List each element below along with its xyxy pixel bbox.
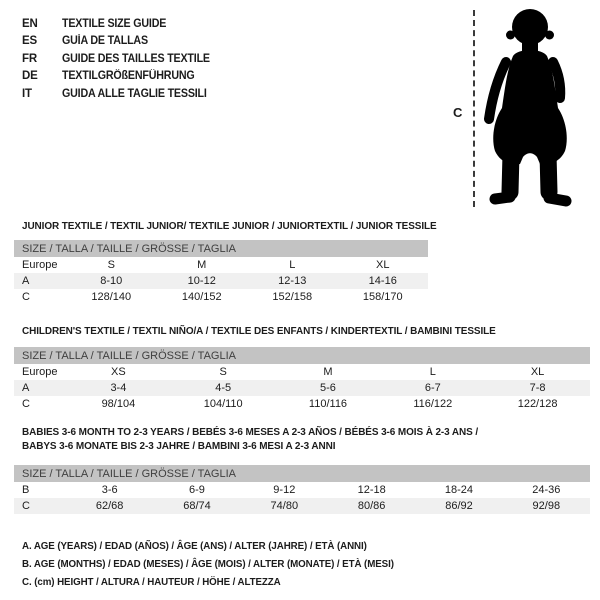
size-value: 152/158 [272,291,313,303]
size-row-a [14,273,428,289]
children-table-title [22,324,521,338]
language-code: ES [22,35,37,48]
footnote [22,573,422,591]
row-label: C [22,291,30,303]
row-label: Europe [22,259,58,271]
size-value: 92/98 [532,500,561,512]
size-value: 8-10 [100,275,123,287]
size-value: 140/152 [181,291,222,303]
language-row [22,15,221,33]
language-row [22,50,221,68]
size-value: 6-7 [424,382,441,394]
size-header-bar: SIZE / TALLA / TAILLE / GRÖSSE / TAGLIA [14,347,590,364]
size-value: 14-16 [368,275,397,287]
toddler-silhouette-icon [480,6,580,210]
babies-size-table [14,465,590,514]
size-value: 4-5 [215,382,232,394]
language-code: DE [22,70,38,83]
table-title-line: BABIES 3-6 MONTH TO 2-3 YEARS / BEBÉS 3-6 MESES A 2-3 AÑOS / BÉBÉS 3-6 MOIS À 2-3 ANS / [22,426,479,438]
size-value: L [429,366,436,378]
size-header-bar: SIZE / TALLA / TAILLE / GRÖSSE / TAGLIA [14,465,590,482]
size-value: 158/170 [362,291,403,303]
footnote-text: C. (cm) HEIGHT / ALTURA / HAUTEUR / HÖHE / ALTEZZA [22,576,281,588]
size-value: 3-6 [101,484,118,496]
size-value: 10-12 [187,275,216,287]
size-value: 122/128 [517,398,558,410]
height-measure-dashed-line [473,10,475,207]
size-value: 6-9 [189,484,205,496]
footnotes [22,537,422,591]
footnote-text: A. AGE (YEARS) / EDAD (AÑOS) / ÂGE (ANS) / ALTER (JAHRE) / ETÀ (ANNI) [22,540,367,552]
language-label: GUIDA ALLE TAGLIE TESSILI [62,87,207,100]
size-row-europe [14,364,590,380]
height-measure-label: C [453,105,463,120]
size-value: S [219,366,227,378]
children-size-table [14,347,590,412]
size-value: L [289,259,296,271]
size-value: 104/110 [203,398,243,410]
footnote [22,555,422,573]
size-value: 7-8 [529,382,546,394]
table-title-line: BABYS 3-6 MONATE BIS 2-3 JAHRE / BAMBINI 3-6 MESI A 2-3 ANNI [22,440,336,452]
size-value: 3-4 [110,382,127,394]
language-code: IT [22,87,32,100]
children-size-rows [14,364,590,412]
size-value: 24-36 [532,484,561,496]
row-label: C [22,500,30,512]
language-list [22,15,221,103]
size-value: XL [376,259,390,271]
size-value: 12-13 [278,275,307,287]
footnote [22,537,422,555]
row-label: B [22,484,30,496]
size-value: 98/104 [101,398,136,410]
row-label: C [22,398,30,410]
language-code: FR [22,52,37,65]
babies-table-title [22,425,502,453]
size-value: M [323,366,333,378]
size-value: 9-12 [273,484,296,496]
size-value: XL [530,366,545,378]
language-row [22,85,221,103]
size-value: 68/74 [183,500,211,512]
size-value: 18-24 [444,484,474,496]
size-value: 86/92 [445,500,473,512]
junior-table-title [22,219,458,233]
table-title-line: JUNIOR TEXTILE / TEXTIL JUNIOR/ TEXTILE JUNIOR / JUNIORTEXTIL / JUNIOR TESSILE [22,220,437,232]
size-value: 12-18 [357,484,386,496]
language-label: GUÍA DE TALLAS [62,35,148,48]
size-value: XS [111,366,126,378]
size-header-bar: SIZE / TALLA / TAILLE / GRÖSSE / TAGLIA [14,240,428,257]
language-row [22,33,221,51]
row-label: A [22,275,30,287]
row-label: A [22,382,30,394]
babies-size-rows [14,482,590,514]
junior-size-table [14,240,428,305]
size-value: 74/80 [270,500,299,512]
size-value: 116/122 [413,398,453,410]
size-value: S [107,259,115,271]
row-label: Europe [22,366,58,378]
size-value: 110/116 [308,398,348,410]
footnote-text: B. AGE (MONTHS) / EDAD (MESES) / ÂGE (MOIS) / ALTER (MONATE) / ETÀ (MESI) [22,558,394,570]
language-code: EN [22,17,38,30]
size-value: 5-6 [320,382,336,394]
size-value: 62/68 [95,500,124,512]
table-title-line: CHILDREN'S TEXTILE / TEXTIL NIÑO/A / TEXTILE DES ENFANTS / KINDERTEXTIL / BAMBINI TESSILE [22,325,496,337]
size-value: M [197,259,207,271]
size-value: 80/86 [357,500,386,512]
language-row [22,68,221,86]
language-label: GUIDE DES TAILLES TEXTILE [62,52,210,65]
size-row-c [14,289,428,305]
size-row-b [14,482,590,498]
size-row-c [14,498,590,514]
size-value: 128/140 [91,291,132,303]
junior-size-rows [14,257,428,305]
language-label: TEXTILE SIZE GUIDE [62,17,167,30]
language-label: TEXTILGRÖßENFÜHRUNG [62,70,195,83]
size-row-a [14,380,590,396]
size-row-europe [14,257,428,273]
size-row-c [14,396,590,412]
